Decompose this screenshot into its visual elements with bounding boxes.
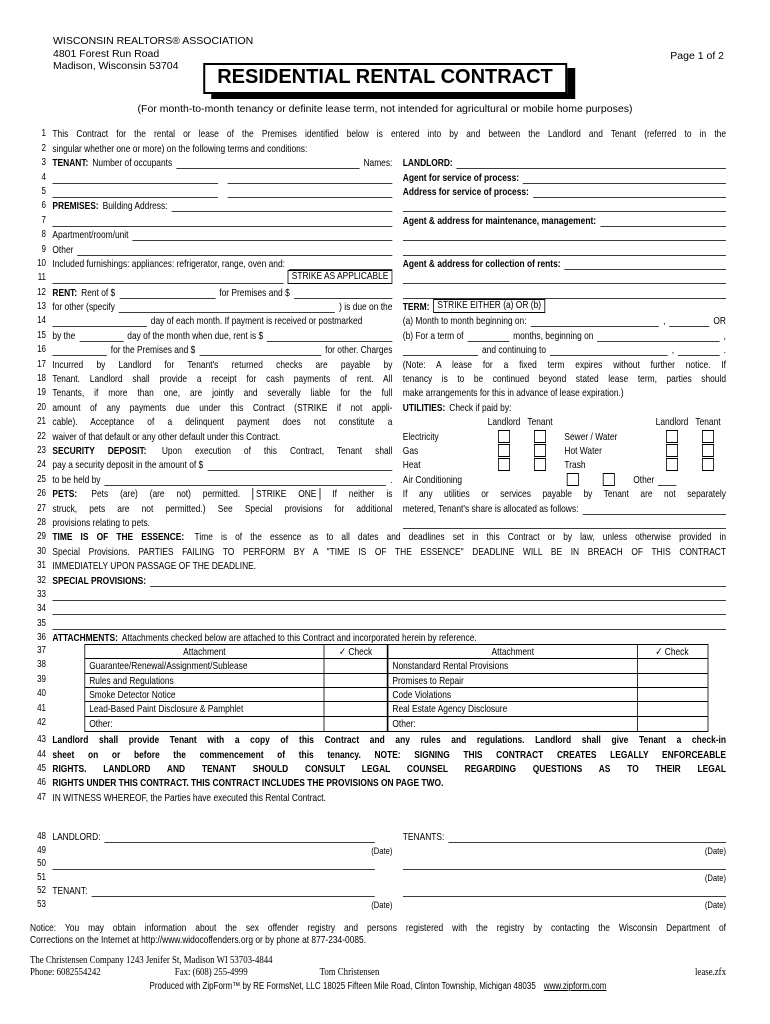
line-number: 41 bbox=[37, 702, 46, 714]
trash-label: Trash bbox=[564, 459, 586, 472]
other-utility-blank[interactable] bbox=[658, 474, 676, 486]
table-row bbox=[85, 702, 707, 716]
line-number: 1 bbox=[41, 128, 46, 140]
line-number: 36 bbox=[37, 632, 46, 644]
air-conditioning-label: Air Conditioning bbox=[402, 473, 463, 486]
date-label: (Date) bbox=[704, 872, 726, 884]
other-premises-blank[interactable] bbox=[77, 244, 392, 256]
attachment-cell: Promises to Repair bbox=[388, 674, 638, 687]
furnishings-blank-2[interactable] bbox=[52, 272, 283, 284]
electricity-label: Electricity bbox=[402, 430, 439, 443]
line-number: 8 bbox=[41, 229, 46, 241]
furnishings-label: Included furnishings: appliances: refrigerator, range, oven and: bbox=[52, 257, 285, 270]
apartment-blank[interactable] bbox=[133, 229, 393, 241]
pets-text: Pets (are) (are not) permitted. bbox=[91, 487, 241, 500]
term-end-date-blank[interactable] bbox=[550, 344, 668, 356]
attachment-check-cell[interactable] bbox=[638, 674, 706, 687]
association-city: Madison, Wisconsin 53704 bbox=[53, 60, 179, 72]
attachment-cell: Real Estate Agency Disclosure bbox=[388, 702, 638, 715]
tenant-signature-blank[interactable] bbox=[403, 858, 726, 870]
sex-offender-notice bbox=[30, 922, 726, 947]
rent-text-line: amount of any payments due under this Contract (STRIKE if not appli- bbox=[52, 401, 393, 414]
table-row bbox=[85, 717, 707, 731]
agent-rents-label: Agent & address for collection of rents: bbox=[402, 257, 561, 270]
special-provisions-blank[interactable] bbox=[52, 618, 726, 630]
file-name: lease.zfx bbox=[694, 966, 726, 979]
heat-landlord-checkbox[interactable] bbox=[498, 458, 510, 471]
line-number: 19 bbox=[37, 387, 46, 399]
special-provisions-blank[interactable] bbox=[52, 589, 726, 601]
line-number: 13 bbox=[37, 301, 46, 313]
association-street: 4801 Forest Run Road bbox=[53, 47, 160, 60]
special-provisions-blank[interactable] bbox=[150, 575, 726, 587]
line-number: 47 bbox=[37, 791, 46, 803]
attachment-check-cell[interactable] bbox=[324, 702, 388, 715]
deposit-holder-blank[interactable] bbox=[105, 474, 387, 486]
period: . bbox=[390, 473, 393, 486]
building-address-blank-2[interactable] bbox=[52, 215, 392, 227]
attachment-cell: Code Violations bbox=[388, 688, 638, 701]
or-label: OR bbox=[713, 315, 726, 328]
attachment-check-cell[interactable] bbox=[638, 659, 706, 672]
line-number: 26 bbox=[37, 488, 46, 500]
line-number: 34 bbox=[37, 603, 46, 615]
furnishings-blank[interactable] bbox=[289, 258, 392, 270]
building-address-blank[interactable] bbox=[172, 200, 393, 212]
line-number: 52 bbox=[37, 885, 46, 897]
other-premises-label: Other bbox=[52, 243, 74, 256]
line-number: 46 bbox=[37, 777, 46, 789]
address-service-label: Address for service of process: bbox=[402, 185, 529, 198]
pets-text: If neither is bbox=[332, 487, 393, 500]
apartment-label: Apartment/room/unit bbox=[52, 229, 129, 242]
tenant-column-header: Tenant bbox=[695, 416, 721, 429]
agent-maintenance-label: Agent & address for maintenance, management: bbox=[402, 214, 597, 227]
rent-text-line: waiver of that default or any other default under this Contract. bbox=[52, 430, 281, 443]
deposit-amount-blank[interactable] bbox=[207, 459, 392, 471]
attachment-cell: Lead-Based Paint Disclosure & Pamphlet bbox=[85, 702, 324, 715]
attachments-table bbox=[84, 644, 708, 732]
line-number: 17 bbox=[37, 358, 46, 370]
rent-text-line: Tenants, if more than one, are jointly and severally liable for the full bbox=[52, 387, 393, 400]
trash-tenant-checkbox[interactable] bbox=[702, 458, 714, 471]
for-premises-label: for the Premises and $ bbox=[110, 344, 196, 357]
tenant-label: TENANT: bbox=[52, 157, 89, 170]
utilities-subtitle: Check if paid by: bbox=[449, 401, 512, 414]
attachment-cell: Smoke Detector Notice bbox=[85, 688, 324, 701]
line-number: 45 bbox=[37, 763, 46, 775]
line-number: 28 bbox=[37, 516, 46, 528]
legal-notice-text: sheet on or before the commencement of this tenancy. NOTE: SIGNING THIS CONTRACT CREATES LEGALLY ENFORCEABLE bbox=[52, 748, 726, 761]
attachment-other-cell[interactable]: Other: bbox=[85, 717, 324, 731]
for-other-label: for other (specify bbox=[52, 301, 115, 314]
tenant-signature-blank[interactable] bbox=[448, 831, 726, 843]
term-note-line: tenancy is to be continued beyond stated lease term, parties should bbox=[402, 373, 726, 386]
tenant-name-blank[interactable] bbox=[52, 172, 217, 184]
attachments-table-section bbox=[30, 644, 726, 732]
line-number: 39 bbox=[37, 673, 46, 685]
other-specify-blank[interactable] bbox=[119, 301, 335, 313]
discount-premises-blank[interactable] bbox=[52, 344, 106, 356]
when-due-label: day of the month when due, rent is $ bbox=[127, 329, 264, 342]
line-number: 49 bbox=[37, 844, 46, 856]
line-number: 16 bbox=[37, 344, 46, 356]
term-months-blank[interactable] bbox=[467, 330, 509, 342]
line-number: 32 bbox=[37, 574, 46, 586]
phone-label: Phone: 6082554242 bbox=[30, 966, 101, 979]
attachment-header: Attachment bbox=[388, 645, 638, 658]
line-number: 51 bbox=[37, 871, 46, 883]
produced-with-text: Produced with ZipForm™ by RE FormsNet, LLC 18025 Fifteen Mile Road, Clinton Township, Michigan 48035 bbox=[149, 980, 536, 992]
gas-landlord-checkbox[interactable] bbox=[498, 444, 510, 457]
attachment-check-cell[interactable] bbox=[324, 717, 388, 731]
rent-amount-blank[interactable] bbox=[119, 287, 215, 299]
special-provisions-label: SPECIAL PROVISIONS: bbox=[52, 574, 147, 587]
attachment-cell: Guarantee/Renewal/Assignment/Sublease bbox=[85, 659, 324, 672]
notice-line: Corrections on the Internet at http://www.widocoffenders.org or by phone at 877-234-0085. bbox=[30, 934, 367, 947]
pets-text: struck, pets are not permitted.) See Special provisions for additional bbox=[52, 502, 393, 515]
day-of-month-label: day of each month. If payment is received or postmarked bbox=[150, 315, 363, 328]
pets-label: PETS: bbox=[52, 487, 78, 500]
attachments-label: ATTACHMENTS: bbox=[52, 632, 118, 645]
line-number: 53 bbox=[37, 898, 46, 910]
line-number: 9 bbox=[41, 243, 46, 255]
line-number: 44 bbox=[37, 748, 46, 760]
line-number: 50 bbox=[37, 858, 46, 870]
attachment-check-cell[interactable] bbox=[638, 717, 706, 731]
tenant-name-blank[interactable] bbox=[52, 186, 217, 198]
strike-as-applicable-box: STRIKE AS APPLICABLE bbox=[288, 270, 393, 284]
air-conditioning-tenant-checkbox[interactable] bbox=[603, 473, 615, 486]
names-label: Names: bbox=[363, 157, 393, 170]
air-conditioning-landlord-checkbox[interactable] bbox=[567, 473, 579, 486]
line-number: 10 bbox=[37, 257, 46, 269]
agent-service-label: Agent for service of process: bbox=[402, 171, 520, 184]
sewer-water-tenant-checkbox[interactable] bbox=[702, 430, 714, 443]
fax-label: Fax: (608) 255-4999 bbox=[174, 966, 248, 979]
tenant-name-blank[interactable] bbox=[227, 172, 392, 184]
intro-line-1: This Contract for the rental or lease of the Premises identified below is entered into by and between the Landlord and Tenant (referred to in the bbox=[52, 128, 726, 141]
date-label: (Date) bbox=[704, 899, 726, 911]
due-on-label: ) is due on the bbox=[339, 301, 393, 314]
line-number: 2 bbox=[41, 142, 46, 154]
rent-label: RENT: bbox=[52, 286, 78, 299]
line-number: 43 bbox=[37, 734, 46, 746]
discount-rent-blank[interactable] bbox=[267, 330, 392, 342]
hot-water-landlord-checkbox[interactable] bbox=[666, 444, 678, 457]
attachment-cell: Rules and Regulations bbox=[85, 674, 324, 687]
rent-text-line: Incurred by Landlord for Tenant's returned checks are payable by bbox=[52, 358, 393, 371]
security-deposit-label: SECURITY DEPOSIT: bbox=[52, 444, 147, 457]
continuing-to-label: and continuing to bbox=[482, 344, 546, 357]
hot-water-tenant-checkbox[interactable] bbox=[702, 444, 714, 457]
agent-name: Tom Christensen bbox=[319, 966, 380, 979]
comma: , bbox=[671, 344, 675, 357]
utilities-allocation-text: If any utilities or services payable by Tenant are not separately bbox=[402, 488, 726, 501]
term-begin-year-blank[interactable] bbox=[403, 344, 478, 356]
agent-rents-blank-3[interactable] bbox=[403, 287, 726, 299]
line-number: 30 bbox=[37, 545, 46, 557]
tenant-column-header: Tenant bbox=[527, 416, 553, 429]
date-label: (Date) bbox=[704, 845, 726, 857]
heat-label: Heat bbox=[402, 459, 421, 472]
special-provisions-blank[interactable] bbox=[52, 603, 726, 615]
document-subtitle: (For month-to-month tenancy or definite lease term, not intended for agricultural or mobile home purposes) bbox=[137, 103, 633, 115]
deposit-amount-label: pay a security deposit in the amount of $ bbox=[52, 459, 204, 472]
line-number: 37 bbox=[37, 645, 46, 657]
occupants-blank[interactable] bbox=[176, 157, 359, 169]
check-header: ✓ Check bbox=[655, 646, 689, 659]
beginning-on-label: months, beginning on bbox=[513, 329, 594, 342]
month-to-month-label: (a) Month to month beginning on: bbox=[402, 315, 527, 328]
legal-notice-text: Landlord shall provide Tenant with a copy of this Contract and any rules and regulations. Landlord shall give Tenant a check-in bbox=[52, 734, 726, 747]
occupants-label: Number of occupants bbox=[92, 157, 173, 170]
attachment-check-cell[interactable] bbox=[638, 688, 706, 701]
period: . bbox=[723, 344, 726, 357]
essence-text: Special Provisions. PARTIES FAILING TO PERFORM BY A "TIME IS OF THE ESSENCE" DEADLINE WILL BE IN BREACH OF THIS CONTRACT bbox=[52, 545, 726, 558]
term-of-label: (b) For a term of bbox=[402, 329, 464, 342]
essence-text: Time is of the essence as to all dates and deadlines set in this Contract or by law, unless otherwise provided in bbox=[194, 531, 726, 544]
held-by-label: to be held by bbox=[52, 473, 101, 486]
attachment-check-cell[interactable] bbox=[638, 702, 706, 715]
agent-service-blank[interactable] bbox=[523, 172, 726, 184]
line-number: 15 bbox=[37, 329, 46, 341]
line-number: 25 bbox=[37, 473, 46, 485]
line-number: 35 bbox=[37, 617, 46, 629]
notice-line: Notice: You may obtain information about the sex offender registry and persons registered with the registry by contacting the Wisconsin Department of bbox=[30, 921, 726, 934]
rent-text-line: cable). Acceptance of a delinquent payment does not constitute a bbox=[52, 416, 393, 429]
tenant-signature-label: TENANT: bbox=[52, 885, 88, 898]
rent-of-label: Rent of $ bbox=[81, 286, 116, 299]
table-header-row bbox=[85, 645, 707, 659]
due-day-blank[interactable] bbox=[52, 315, 146, 327]
table-row bbox=[85, 659, 707, 673]
table-line-numbers bbox=[30, 644, 46, 732]
utilities-label: UTILITIES: bbox=[402, 401, 446, 414]
rent-other-amount-blank[interactable] bbox=[294, 287, 393, 299]
line-number: 31 bbox=[37, 560, 46, 572]
building-address-label: Building Address: bbox=[102, 200, 168, 213]
attachment-check-cell[interactable] bbox=[324, 688, 388, 701]
witness-text: IN WITNESS WHEREOF, the Parties have executed this Rental Contract. bbox=[52, 791, 326, 804]
tenant-signature-blank[interactable] bbox=[91, 885, 374, 897]
line-number: 33 bbox=[37, 588, 46, 600]
line-number: 42 bbox=[37, 717, 46, 729]
agent-maintenance-blank-3[interactable] bbox=[403, 244, 726, 256]
by-the-label: by the bbox=[52, 329, 76, 342]
allocation-blank-2[interactable] bbox=[403, 517, 726, 529]
trash-landlord-checkbox[interactable] bbox=[666, 458, 678, 471]
term-begin-date-blank[interactable] bbox=[597, 330, 719, 342]
sewer-water-label: Sewer / Water bbox=[564, 430, 618, 443]
line-number: 6 bbox=[41, 200, 46, 212]
tenants-signature-label: TENANTS: bbox=[402, 831, 445, 844]
line-number: 40 bbox=[37, 688, 46, 700]
legal-notice-text: RIGHTS. LANDLORD AND TENANT SHOULD CONSULT LEGAL COUNSEL REGARDING QUESTIONS AS TO THEIR LEGAL bbox=[52, 763, 726, 776]
attachment-check-cell[interactable] bbox=[324, 659, 388, 672]
allocation-blank[interactable] bbox=[582, 503, 726, 515]
line-number: 27 bbox=[37, 502, 46, 514]
table-row bbox=[85, 688, 707, 702]
tenant-signature-blank[interactable] bbox=[403, 885, 726, 897]
signature-section bbox=[30, 830, 726, 911]
strike-either-box: STRIKE EITHER (a) OR (b) bbox=[433, 299, 545, 313]
agent-rents-blank[interactable] bbox=[565, 258, 726, 270]
term-end-year-blank[interactable] bbox=[678, 344, 720, 356]
attachment-cell: Nonstandard Rental Provisions bbox=[388, 659, 638, 672]
line-number: 38 bbox=[37, 659, 46, 671]
association-name: WISCONSIN REALTORS® ASSOCIATION bbox=[53, 35, 254, 47]
date-label: (Date) bbox=[371, 845, 393, 857]
comma: , bbox=[723, 329, 726, 342]
footer bbox=[30, 954, 726, 994]
month-begin-year-blank[interactable] bbox=[669, 315, 709, 327]
line-number: 22 bbox=[37, 430, 46, 442]
electricity-landlord-checkbox[interactable] bbox=[498, 430, 510, 443]
line-number: 14 bbox=[37, 315, 46, 327]
landlord-name-blank[interactable] bbox=[457, 157, 726, 169]
comma: , bbox=[663, 315, 666, 328]
term-note-line: make arrangements for this in advance of lease expiration.) bbox=[402, 387, 624, 400]
line-number: 18 bbox=[37, 373, 46, 385]
essence-label: TIME IS OF THE ESSENCE: bbox=[52, 531, 185, 544]
pets-text: provisions relating to pets. bbox=[52, 516, 150, 529]
company-line: The Christensen Company 1243 Jenifer St, Madison WI 53703-4844 bbox=[30, 953, 273, 966]
line-number: 20 bbox=[37, 401, 46, 413]
line-number: 21 bbox=[37, 416, 46, 428]
document-title: RESIDENTIAL RENTAL CONTRACT bbox=[203, 63, 567, 94]
line-number: 11 bbox=[37, 272, 46, 284]
page-number: Page 1 of 2 bbox=[670, 50, 724, 62]
month-begin-date-blank[interactable] bbox=[531, 315, 660, 327]
rent-text-line: Tenant. Landlord shall provide a receipt for cash payments of rent. All bbox=[52, 373, 393, 386]
discount-other-blank[interactable] bbox=[199, 344, 321, 356]
line-number: 24 bbox=[37, 459, 46, 471]
line-number: 7 bbox=[41, 214, 46, 226]
essence-text: IMMEDIATELY UPON PASSAGE OF THE DEADLINE. bbox=[52, 560, 257, 573]
agent-maintenance-blank-2[interactable] bbox=[403, 229, 726, 241]
attachment-check-cell[interactable] bbox=[324, 674, 388, 687]
agent-rents-blank-2[interactable] bbox=[403, 272, 726, 284]
line-number: 4 bbox=[41, 171, 46, 183]
agent-maintenance-blank[interactable] bbox=[600, 215, 726, 227]
landlord-column-header: Landlord bbox=[487, 416, 521, 429]
landlord-column-header: Landlord bbox=[655, 416, 689, 429]
strike-one-box: STRIKE ONE bbox=[252, 488, 320, 501]
term-label: TERM: bbox=[402, 301, 430, 314]
allocation-label: metered, Tenant's share is allocated as follows: bbox=[402, 502, 579, 515]
term-note-line: (Note: A lease for a fixed term expires without further notice. If bbox=[402, 358, 726, 371]
address-service-blank[interactable] bbox=[533, 186, 726, 198]
tenant-name-blank[interactable] bbox=[227, 186, 392, 198]
landlord-signature-blank[interactable] bbox=[52, 858, 374, 870]
line-number: 12 bbox=[37, 286, 46, 298]
legal-notice-text: RIGHTS UNDER THIS CONTRACT. THIS CONTRACT INCLUDES THE PROVISIONS ON PAGE TWO. bbox=[52, 777, 444, 790]
landlord-label: LANDLORD: bbox=[402, 157, 453, 170]
address-service-blank-2[interactable] bbox=[403, 200, 726, 212]
electricity-tenant-checkbox[interactable] bbox=[534, 430, 546, 443]
heat-tenant-checkbox[interactable] bbox=[534, 458, 546, 471]
intro-line-2: singular whether one or more) on the following terms and conditions: bbox=[52, 142, 308, 155]
sewer-water-landlord-checkbox[interactable] bbox=[666, 430, 678, 443]
attachments-text: Attachments checked below are attached to this Contract and incorporated herein by reference. bbox=[121, 632, 477, 645]
table-row bbox=[85, 674, 707, 688]
gas-label: Gas bbox=[402, 444, 419, 457]
attachment-other-cell[interactable]: Other: bbox=[388, 717, 638, 731]
premises-label: PREMISES: bbox=[52, 200, 99, 213]
hot-water-label: Hot Water bbox=[564, 444, 602, 457]
line-number: 48 bbox=[37, 831, 46, 843]
grace-day-blank[interactable] bbox=[79, 330, 123, 342]
attachment-header: Attachment bbox=[85, 645, 324, 658]
other-utility-label: Other bbox=[633, 473, 655, 486]
zipform-link[interactable]: www.zipform.com bbox=[543, 980, 607, 992]
landlord-signature-blank[interactable] bbox=[104, 831, 374, 843]
line-number: 29 bbox=[37, 531, 46, 543]
line-number: 5 bbox=[41, 185, 46, 197]
check-header: ✓ Check bbox=[324, 645, 388, 658]
line-number: 23 bbox=[37, 444, 46, 456]
for-other-charges-label: for other. Charges bbox=[325, 344, 393, 357]
landlord-signature-label: LANDLORD: bbox=[52, 831, 101, 844]
rent-premises-label: for Premises and $ bbox=[219, 286, 290, 299]
contract-body bbox=[30, 126, 726, 993]
gas-tenant-checkbox[interactable] bbox=[534, 444, 546, 457]
line-number: 3 bbox=[41, 157, 46, 169]
security-text: Upon execution of this Contract, Tenant shall bbox=[161, 444, 393, 457]
date-label: (Date) bbox=[371, 899, 393, 911]
